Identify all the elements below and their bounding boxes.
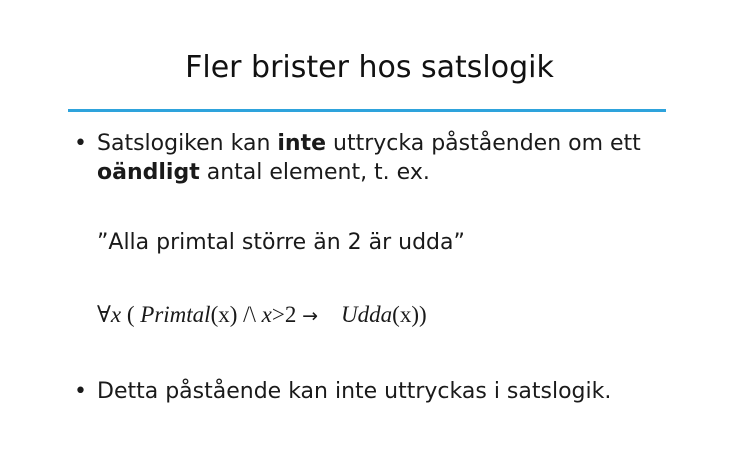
bullet-text-1 <box>97 129 697 187</box>
bullet-marker: • <box>74 131 87 156</box>
implies-arrow-icon: → <box>302 305 319 327</box>
formula-compare: >2 <box>271 302 303 327</box>
bullet-1-emphasis-oandligt: oändligt <box>97 160 200 185</box>
formula-gap <box>318 302 341 327</box>
formula-compare-variable: x <box>261 302 272 327</box>
bullet-1-emphasis-inte: inte <box>277 131 327 156</box>
formula-predicate-udda: Udda <box>341 302 393 327</box>
bullet-marker: • <box>74 379 87 404</box>
example-quote: ”Alla primtal större än 2 är udda” <box>97 230 465 255</box>
title-divider <box>68 109 666 112</box>
bullet-1-text-post: uttrycka påståenden om ett <box>326 131 641 156</box>
forall-symbol: ∀ <box>97 302 111 327</box>
formula-arg-2: (x)) <box>392 302 427 327</box>
example-formula <box>97 300 427 331</box>
formula-arg-1: (x) <box>210 302 238 327</box>
bullet-1-text-pre: Satslogiken kan <box>97 131 278 156</box>
bullet-1-text-line2: antal element, t. ex. <box>199 160 430 185</box>
bullet-text-2: Detta påstående kan inte uttryckas i satslogik. <box>97 379 612 404</box>
slide-title: Fler brister hos satslogik <box>185 50 554 85</box>
formula-variable: x <box>110 302 122 327</box>
formula-predicate-primtal: Primtal <box>140 302 211 327</box>
formula-open-paren: ( <box>121 302 141 327</box>
formula-and: /\ <box>237 302 262 327</box>
